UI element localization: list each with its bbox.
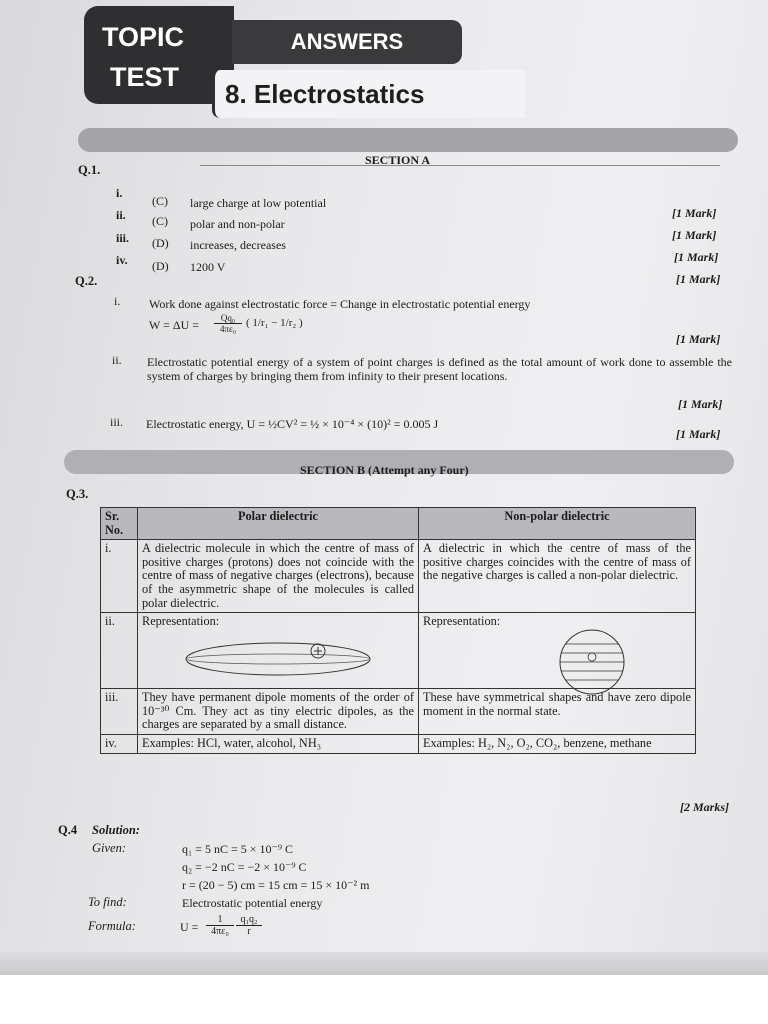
q2-i-num: i. [114,294,121,308]
q2-i-formula-bracket: ( 1/r₁ − 1/r₂ ) [246,317,303,329]
table-row [101,734,696,753]
nonpolar-molecule-diagram [557,627,627,697]
q2-i-fraction [214,313,242,334]
mark-label: [1 Mark] [674,250,719,264]
q1-item-num: ii. [116,208,126,222]
section-a-rule [200,165,720,166]
q4-given-line: r = (20 − 5) cm = 15 cm = 15 × 10⁻² m [182,878,370,892]
table-cell: iv. [101,734,138,753]
q4-given-line: q₁ = 5 nC = 5 × 10⁻⁹ C [182,842,294,856]
q1-label: Q.1. [78,163,101,177]
q4-formula-label: Formula: [88,919,136,933]
q1-item-text: polar and non-polar [190,217,285,231]
q4-given-label: Given: [92,841,127,855]
q2-i-text: Work done against electrostatic force = Change in electrostatic potential energy [149,297,531,311]
bottom-margin [0,975,768,1024]
q1-item-option: (D) [152,259,169,273]
q4-to-find-text: Electrostatic potential energy [182,896,323,910]
table-cell: Examples: H₂, N₂, O₂, CO₂, benzene, methane [419,734,696,753]
test-label: TEST [110,62,180,92]
table-cell [138,613,419,689]
column-header: Non-polar dielectric [419,508,696,540]
table-cell: A dielectric in which the centre of mass of the positive charges coincides with the centre of mass of the negative charges is called a non-polar dielectric. [419,540,696,613]
q1-item-num: i. [116,186,123,200]
q4-formula-den: 4πε₀ [211,926,229,937]
q4-label: Q.4 [58,823,78,837]
q4-formula-num: 1 [206,914,234,926]
table-row [101,613,696,689]
q1-item-num: iii. [116,231,130,245]
table-cell: Examples: HCl, water, alcohol, NH₃ [138,734,419,753]
polar-molecule-diagram [178,635,378,683]
table-cell: iii. [101,689,138,735]
q2-iii-num: iii. [110,415,124,429]
mark-label: [1 Mark] [676,332,721,346]
q4-formula-fraction-2 [236,914,262,937]
q1-item-text: increases, decreases [190,238,286,252]
q4-formula-fraction [206,914,234,937]
q2-ii-text: Electrostatic potential energy of a system of point charges is defined as the total amount of work done to assemble the system of charges by bringing them from infinity to their present locations. [147,355,732,383]
topic-label: TOPIC [102,22,185,52]
section-b-title: SECTION B (Attempt any Four) [300,463,469,477]
mark-label: [1 Mark] [678,397,723,411]
q1-item-text: large charge at low potential [190,196,327,210]
column-header: Sr. No. [101,508,138,540]
table-cell: They have permanent dipole moments of the order of 10⁻³⁰ Cm. They act as tiny electric dipoles, as the charges are separated by a small distance. [138,689,419,735]
q4-formula-lhs: U = [180,920,199,934]
answers-label: ANSWERS [232,20,462,64]
q1-item-num: iv. [116,253,128,267]
q2-label: Q.2. [75,274,98,288]
dielectric-comparison-table [100,507,696,754]
section-a-bar [78,128,738,152]
q1-item-text: 1200 V [190,260,226,274]
table-cell-text: Representation: [142,614,220,629]
column-header: Polar dielectric [138,508,419,540]
q3-label: Q.3. [66,487,89,501]
section-a-title: SECTION A [365,153,431,167]
q4-to-find-label: To find: [88,895,127,909]
q4-solution-label: Solution: [92,823,140,837]
q2-i-formula-den: 4πε₀ [220,324,236,334]
table-cell: ii. [101,613,138,689]
mark-label: [1 Mark] [672,228,717,242]
table-cell: A dielectric molecule in which the centre of mass of positive charges (protons) does not coincide with the centre of mass of negative charges (electrons), because of the asymmetric shape of the molecules is called polar dielectric. [138,540,419,613]
q1-item-option: (C) [152,194,168,208]
q1-item-option: (D) [152,236,169,250]
q2-i-formula-lhs: W = ΔU = [149,318,200,332]
chapter-title: 8. Electrostatics [212,70,525,118]
q2-i-formula-num: Qq₀ [214,313,242,324]
table-row [101,540,696,613]
q4-formula-frac2-num: q₁q₂ [236,914,262,926]
table-cell [419,613,696,689]
q1-item-option: (C) [152,214,168,228]
table-header-row [101,508,696,540]
page-bottom-edge [0,952,768,975]
q4-formula-frac2-den: r [247,926,251,937]
mark-label: [1 Mark] [676,427,721,441]
table-cell: i. [101,540,138,613]
mark-label: [1 Mark] [676,272,721,286]
q2-ii-num: ii. [112,353,122,367]
table-cell-text: Representation: [423,614,501,629]
q4-given-line: q₂ = −2 nC = −2 × 10⁻⁹ C [182,860,307,874]
q2-iii-text: Electrostatic energy, U = ½CV² = ½ × 10⁻⁴ × (10)² = 0.005 J [146,417,439,431]
mark-label: [1 Mark] [672,206,717,220]
table-cell: These have symmetrical shapes and have zero dipole moment in the normal state. [419,689,696,735]
mark-label: [2 Marks] [680,800,730,814]
